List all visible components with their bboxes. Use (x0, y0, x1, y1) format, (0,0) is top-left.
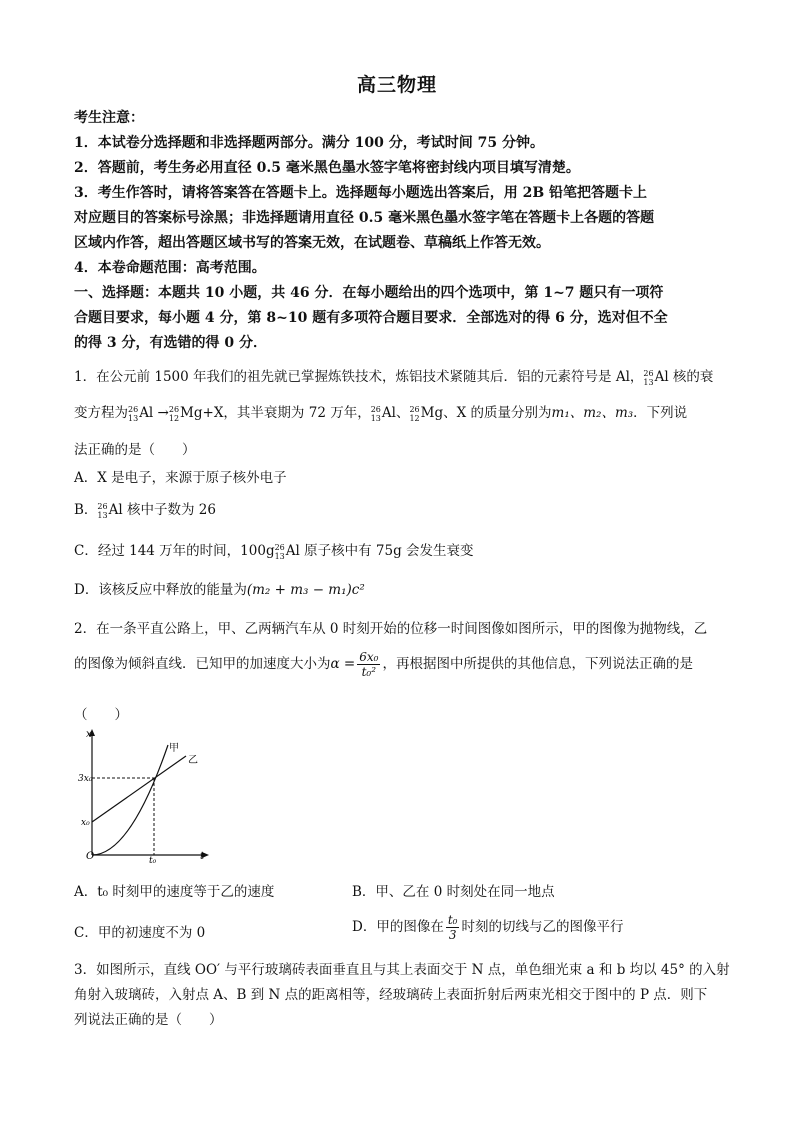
notice-item: 1．本试卷分选择题和非选择题两部分。满分 100 分，考试时间 75 分钟。 (74, 135, 544, 151)
notice-item: 区域内作答，超出答题区域书写的答案无效，在试题卷、草稿纸上作答无效。 (74, 235, 550, 251)
tick-t0: t₀ (149, 856, 157, 865)
q2-stem-line: 的图像为倾斜直线．已知甲的加速度大小为α = $\frac{\text{6x₀}}{\text{t₀²}}$ ，再根据图中所提供的其他信息，下列说法正确的是 (74, 650, 693, 679)
q2-option-c: C．甲的初速度不为 0 (74, 925, 206, 941)
q1-stem-line: 变方程为 26 13 Al → 26 12 Mg+X，其半衰期为 72 万年， 26 13 Al、 26 12 Mg、X 的质量分别为m₁、m₂、m₃．下列说 (74, 404, 688, 423)
al-nuclide: 26 13 (643, 368, 654, 387)
t0-over-3: $\frac{\text{t₀}}{3}$ (447, 913, 458, 942)
q1-option-c: C．经过 144 万年的时间，100g 26 13 Al 原子核中有 75g 会发生衰变 (74, 542, 474, 561)
yi-label: 乙 (188, 755, 198, 766)
section-instructions: 合题目要求，每小题 4 分，第 8~10 题有多项符合题目要求．全部选对的得 6 分，选对但不全 (74, 310, 668, 326)
q1-stem-line: 法正确的是（ ） (74, 442, 196, 458)
q3-stem-line: 角射入玻璃砖，入射点 A、B 到 N 点的距离相等，经玻璃砖上表面折射后两束光相交于图中的 P 点．则下 (74, 987, 708, 1003)
tick-3x0: 3x₀ (78, 774, 93, 784)
xt-graph (78, 725, 218, 865)
q2-option-a: A．t₀ 时刻甲的速度等于乙的速度 (74, 884, 275, 900)
q2-stem-line: 2．在一条平直公路上，甲、乙两辆汽车从 0 时刻开始的位移一时间图像如图所示，甲的图像为抛物线，乙 (74, 621, 708, 637)
notice-item: 2．答题前，考生务必用直径 0.5 毫米黑色墨水签字笔将密封线内项目填写清楚。 (74, 160, 580, 176)
x-axis-label: t (200, 851, 205, 862)
notice-item: 4．本卷命题范围：高考范围。 (74, 260, 266, 276)
q2-option-b: B．甲、乙在 0 时刻处在同一地点 (352, 884, 555, 900)
q2-option-d: D．甲的图像在 $\frac{\text{t₀}}{3}$ 时刻的切线与乙的图像平行 (352, 913, 624, 942)
q3-stem-line: 3．如图所示，直线 OO′ 与平行玻璃砖表面垂直且与其上表面交于 N 点，单色细光束 a 和 b 均以 45° 的入射 (74, 962, 730, 978)
notice-heading: 考生注意： (74, 110, 144, 126)
jia-label: 甲 (169, 743, 179, 754)
q1-option-d: D．该核反应中释放的能量为(m₂ + m₃ − m₁)c² (74, 582, 365, 598)
q1-stem-line: 1．在公元前 1500 年我们的祖先就已掌握炼铁技术，炼铝技术紧随其后．铝的元素符号是 Al， 26 13 Al 核的衰 (74, 368, 714, 387)
q1-option-b: B． 26 13 Al 核中子数为 26 (74, 501, 216, 520)
notice-item: 对应题目的答案标号涂黑；非选择题请用直径 0.5 毫米黑色墨水签字笔在答题卡上各题的答题 (74, 210, 655, 226)
section-instructions: 的得 3 分，有选错的得 0 分． (74, 335, 267, 351)
q2-stem-line: （ ） (74, 707, 128, 723)
q3-stem-line: 列说法正确的是（ ） (74, 1012, 223, 1028)
q1-option-a: A．X 是电子，来源于原子核外电子 (74, 470, 287, 486)
origin-label: O (86, 851, 95, 862)
section-instructions: 一、选择题：本题共 10 小题，共 46 分．在每小题给出的四个选项中，第 1~7 题只有一项符 (74, 285, 664, 301)
jia-parabola (92, 745, 168, 855)
y-axis-label: x (86, 729, 92, 740)
page-title: 高三物理 (356, 74, 437, 96)
accel-fraction: $\frac{\text{6x₀}}{\text{t₀²}}$ (359, 650, 379, 679)
tick-x0: x₀ (81, 818, 90, 828)
notice-item: 3．考生作答时，请将答案答在答题卡上。选择题每小题选出答案后，用 2B 铅笔把答题卡上 (74, 185, 648, 201)
